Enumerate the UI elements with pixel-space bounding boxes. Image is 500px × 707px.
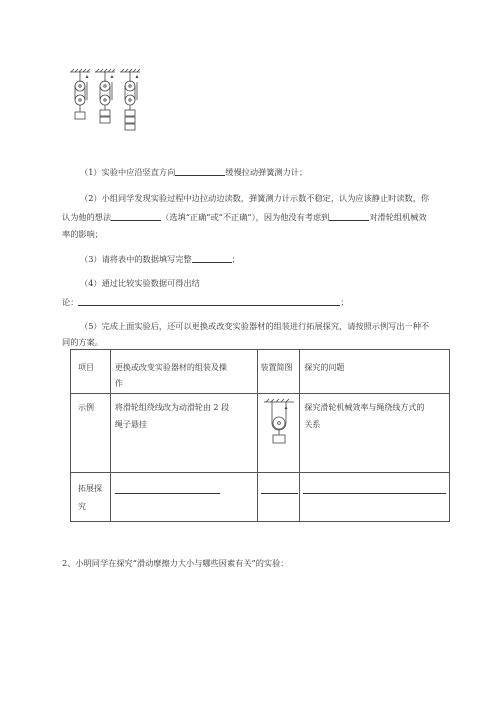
q2-blank-1[interactable] (111, 212, 161, 221)
q4-line1: （4）通过比较实验数据可得出结 (80, 278, 200, 288)
example-question-line2: 关系 (304, 420, 321, 429)
movable-pulley-diagram (261, 397, 297, 469)
header-item-label: 项目 (78, 363, 94, 372)
extension-item (71, 473, 111, 522)
extension-question[interactable] (300, 473, 450, 522)
header-item (71, 350, 111, 394)
q4-text-a: 论： (62, 297, 79, 307)
next-question: 2、小明同学在探究“滑动摩擦力大小与哪些因素有关”的实验： (62, 558, 289, 568)
extension-item-line2: 究 (78, 502, 86, 511)
q2-text-b: （选填“正确”或“不正确”），因为他没有考虑到 (161, 212, 330, 222)
q1-text-end: 缓慢拉动弹簧测力计； (225, 167, 308, 177)
example-operation-line2: 绳子悬挂 (114, 420, 147, 429)
example-diagram (257, 394, 300, 473)
q2-line3: 率的影响； (62, 229, 103, 239)
header-question-label: 探究的问题 (304, 363, 345, 372)
q5-line1: （5）完成上面实验后，还可以更换或改变实验器材的组装进行拓展探究，请按照示例写出一种不 (80, 321, 430, 331)
extension-item-line1: 拓展探 (78, 484, 102, 493)
q2-line1: （2）小组同学发现实验过程中边拉动边读数，弹簧测力计示数不稳定，认为应该静止时读数，你 (80, 193, 430, 203)
table-row-example (71, 394, 450, 473)
header-operation-line2: 作 (114, 379, 123, 388)
q2-blank-2[interactable] (329, 212, 369, 221)
exploration-table (70, 349, 450, 522)
example-operation (110, 394, 257, 473)
example-question (300, 394, 450, 473)
example-item-label: 示例 (78, 403, 94, 412)
example-operation-line1: 将滑轮组绕线改为动滑轮由 2 段 (114, 403, 230, 412)
extension-operation[interactable] (110, 473, 257, 522)
extension-diagram-blank[interactable] (261, 485, 298, 494)
q1-text: （1）实验中应沿竖直方向 (80, 167, 176, 177)
extension-operation-blank[interactable] (115, 485, 220, 494)
q2-text-c: 对滑轮组机械效 (369, 212, 427, 222)
q4-text-b: ； (340, 297, 349, 307)
header-operation-line1: 更换或改变实验器材的组装及操 (114, 363, 227, 372)
q2-line2 (62, 212, 427, 221)
q3-text: （3）请将表中的数据填写完整 (80, 254, 192, 264)
q1-blank[interactable] (175, 167, 225, 176)
example-question-line1: 探究滑轮机械效率与绳绕线方式的 (304, 403, 425, 412)
q3-text-end: ； (231, 254, 240, 264)
q4-blank[interactable] (78, 297, 340, 306)
header-diagram (257, 350, 300, 394)
header-diagram-label: 装置简图 (260, 363, 293, 372)
q2-text-a: 认为他的想法 (62, 212, 112, 222)
q3-blank[interactable] (192, 254, 232, 263)
q4-line2 (62, 297, 349, 306)
q3-line (80, 254, 240, 263)
q5-line2: 同的方案。 (62, 337, 103, 347)
example-item (71, 394, 111, 473)
table-row-extension (71, 473, 450, 522)
pulley-setups-figure (68, 68, 142, 142)
q1-line (80, 167, 307, 176)
extension-diagram[interactable] (257, 473, 300, 522)
header-question (300, 350, 450, 394)
table-header-row (71, 350, 450, 394)
header-operation (110, 350, 257, 394)
extension-question-blank[interactable] (303, 485, 446, 494)
